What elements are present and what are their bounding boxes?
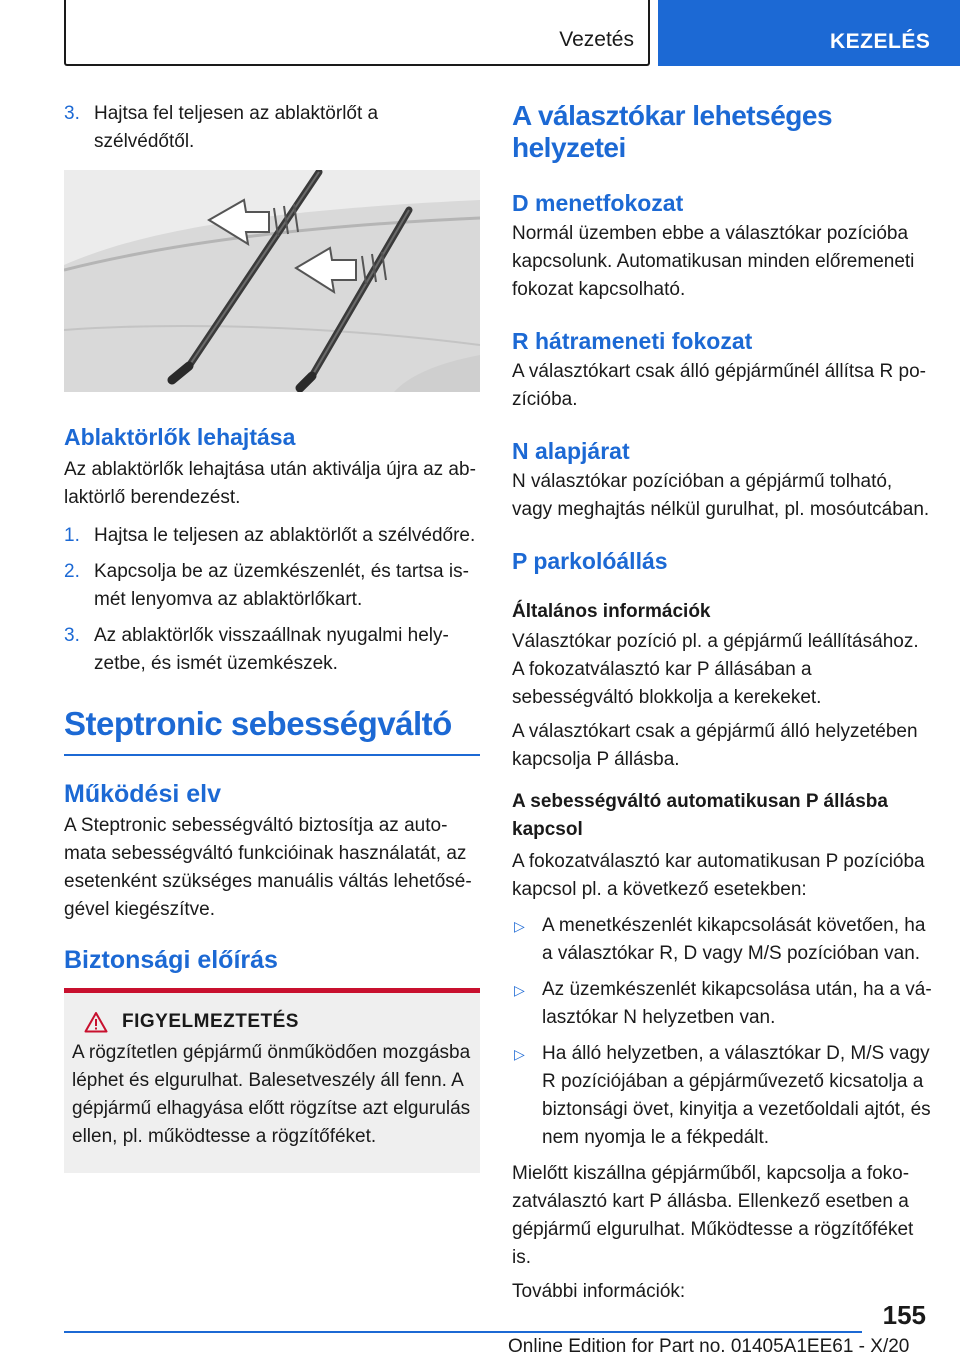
general-body-2: A választókart csak a gépjármű álló helyzetében kapcsolja P állásba.: [512, 721, 918, 770]
n-heading: N alapjárat: [512, 438, 630, 464]
triangle-bullet-icon: ▷: [514, 918, 525, 934]
d-body: Normál üzemben ebbe a választókar pozícióba kapcsolunk. Automatikusan minden előremeneti fokozat kapcsolható.: [512, 223, 915, 300]
p-heading: P parkolóállás: [512, 548, 668, 574]
auto-p-heading: A sebességváltó automatikusan P állásba kapcsol: [512, 791, 888, 840]
triangle-bullet-icon: ▷: [514, 982, 525, 998]
wipers-body: Az ablaktörlők lehajtása után aktiválja újra az ablaktörlő berendezést.: [64, 459, 476, 508]
list-item: [512, 976, 932, 1032]
chapter-label: KEZELÉS: [830, 30, 931, 53]
r-heading: R hátrameneti fokozat: [512, 328, 753, 354]
principle-body: A Steptronic sebességváltó biztosítja az automata sebességváltó funkcióinak használatát, az esetenként szükséges manuális váltás lehetőségével kiegészítve.: [64, 815, 472, 920]
before-leave-text: Mielőtt kiszállna gépjárműből, kapcsolja a fokozatválasztó kart P állásba. Ellenkező esetben a gépjármű elgurulhat. Működtesse a rögzítőféket is.: [512, 1163, 914, 1268]
list-item: [64, 622, 480, 678]
main-heading: Steptronic sebességváltó: [64, 705, 452, 742]
section-tab: [64, 0, 650, 66]
step-text: Kapcsolja be az üzemkészenlét, és tartsa ismét lenyomva az ablaktörlőkart.: [94, 561, 469, 610]
wipers-heading: Ablaktörlők lehajtása: [64, 424, 296, 450]
triangle-bullet-icon: ▷: [514, 1046, 525, 1062]
list-item: [64, 522, 480, 550]
step-number: 3.: [64, 103, 80, 124]
bullet-text: A menetkészenlét kikapcsolását követően, ha a választókar R, D vagy M/S pozícióban van.: [542, 915, 926, 964]
right-column: [512, 100, 932, 1306]
section-label: Vezetés: [559, 28, 634, 51]
step-number: 1.: [64, 525, 80, 546]
bullet-text: Az üzemkészenlét kikapcsolása után, ha a választókar N helyzetben van.: [542, 979, 932, 1028]
page-header: [0, 0, 960, 66]
auto-p-body: A fokozatválasztó kar automatikusan P pozícióba kapcsol pl. a következő esetekben:: [512, 851, 925, 900]
warning-body: A rögzítetlen gépjármű önműködően mozgásba léphet és elgurulhat. Balesetveszély áll fenn. A gépjármű elhagyása előtt rögzítse azt elgurulás ellen, pl. működtesse a rögzítőféket.: [72, 1042, 471, 1147]
warning-title-text: FIGYELMEZTETÉS: [122, 1011, 299, 1032]
n-body: N választókar pozícióban a gépjármű tolható, vagy meghajtás nélkül gurulhat, pl. mosóutcában.: [512, 471, 930, 520]
wiper-steps: [64, 522, 480, 678]
bullet-text: Ha álló helyzetben, a választókar D, M/S vagy R pozíciójában a gépjárművezető kicsatolja a biztonsági övet, kinyitja a vezetőoldali ajtót, és nem nyomja le a fékpedált.: [542, 1043, 931, 1148]
warning-box: [64, 993, 480, 1173]
page-number: 155: [882, 1300, 926, 1330]
step-number: 3.: [64, 625, 80, 646]
fold-up-step: [64, 100, 480, 156]
safety-heading: Biztonsági előírás: [64, 946, 278, 974]
warning-title: [84, 1011, 472, 1033]
step-text: Hajtsa le teljesen az ablaktörlőt a szélvédőre.: [94, 525, 476, 546]
step-number: 2.: [64, 561, 80, 582]
positions-heading: A választókar lehetséges helyzetei: [512, 100, 833, 163]
edition-text: Online Edition for Part no. 01405A1EE61 - X/20: [508, 1336, 910, 1357]
more-info-text: További információk:: [512, 1281, 686, 1302]
step-text: Hajtsa fel teljesen az ablaktörlőt a szélvédőtől.: [94, 103, 379, 152]
d-heading: D menetfokozat: [512, 190, 684, 216]
list-item: [64, 558, 480, 614]
warning-triangle-icon: [84, 1011, 108, 1033]
heading-rule: [64, 754, 480, 756]
general-body-1: Választókar pozíció pl. a gépjármű leállításához. A fokozatválasztó kar P állásában a sebességváltó blokkolja a kerekeket.: [512, 631, 919, 708]
general-heading: Általános információk: [512, 601, 711, 622]
chapter-tab: [658, 0, 960, 66]
r-body: A választókart csak álló gépjárműnél állítsa R pozícióba.: [512, 361, 926, 410]
list-item: [512, 1040, 932, 1152]
list-item: [512, 912, 932, 968]
auto-p-list: [512, 912, 932, 1152]
step-text: Az ablaktörlők visszaállnak nyugalmi helyzetbe, és ismét üzemkészek.: [94, 625, 449, 674]
wiper-image: [64, 170, 480, 392]
wiper-illustration: [64, 170, 480, 392]
left-column: [64, 100, 480, 1173]
footer-rule: [64, 1331, 862, 1333]
principle-heading: Működési elv: [64, 780, 221, 808]
